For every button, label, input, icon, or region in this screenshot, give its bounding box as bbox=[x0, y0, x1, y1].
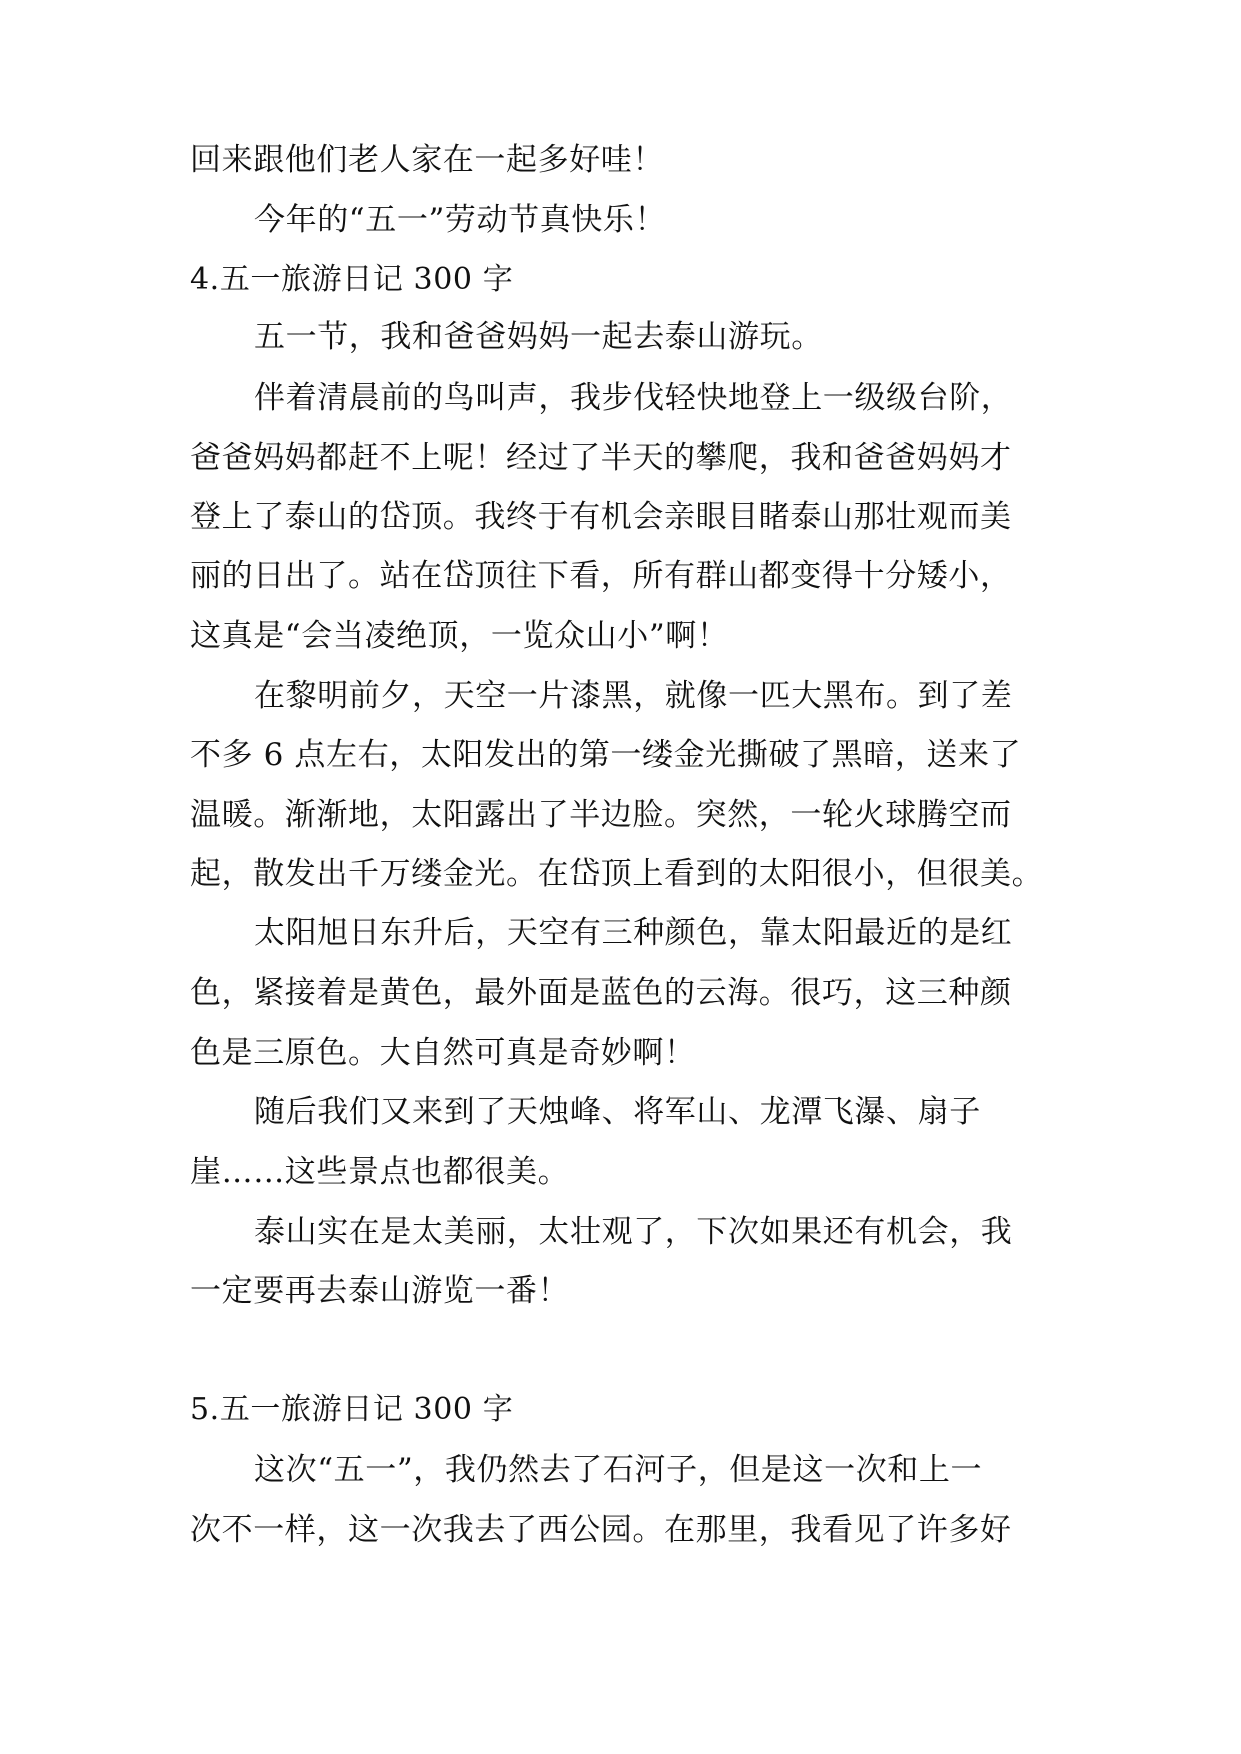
text-line: 爸爸妈妈都赶不上呢！经过了半天的攀爬，我和爸爸妈妈才 bbox=[190, 440, 1012, 476]
text-line: 一定要再去泰山游览一番！ bbox=[190, 1273, 570, 1309]
text-line: 色是三原色。大自然可真是奇妙啊！ bbox=[190, 1035, 696, 1071]
text-line: 崖……这些景点也都很美。 bbox=[190, 1154, 570, 1190]
text-line: 丽的日出了。站在岱顶往下看，所有群山都变得十分矮小， bbox=[190, 558, 1012, 594]
text-line: 次不一样，这一次我去了西公园。在那里，我看见了许多好 bbox=[190, 1512, 1012, 1548]
section-heading: 5.五一旅游日记 300 字 bbox=[190, 1392, 514, 1427]
text-line: 不多 6 点左右，太阳发出的第一缕金光撕破了黑暗，送来了 bbox=[190, 737, 1022, 773]
text-line: 登上了泰山的岱顶。我终于有机会亲眼目睹泰山那壮观而美 bbox=[190, 499, 1012, 535]
text-line: 温暖。渐渐地，太阳露出了半边脸。突然，一轮火球腾空而 bbox=[190, 797, 1012, 833]
text-line: 这真是“会当凌绝顶，一览众山小”啊！ bbox=[190, 618, 729, 654]
text-line: 色，紧接着是黄色，最外面是蓝色的云海。很巧，这三种颜 bbox=[190, 975, 1012, 1011]
text-line: 这次“五一”，我仍然去了石河子，但是这一次和上一 bbox=[254, 1452, 983, 1488]
text-line: 回来跟他们老人家在一起多好哇！ bbox=[190, 142, 664, 178]
text-line: 起，散发出千万缕金光。在岱顶上看到的太阳很小，但很美。 bbox=[190, 856, 1044, 892]
text-line: 伴着清晨前的鸟叫声，我步伐轻快地登上一级级台阶， bbox=[254, 380, 1013, 416]
text-line: 今年的“五一”劳动节真快乐！ bbox=[254, 202, 667, 238]
text-line: 在黎明前夕，天空一片漆黑，就像一匹大黑布。到了差 bbox=[254, 678, 1013, 714]
section-heading: 4.五一旅游日记 300 字 bbox=[190, 262, 514, 297]
text-line: 泰山实在是太美丽，太壮观了，下次如果还有机会，我 bbox=[254, 1214, 1013, 1250]
text-line: 太阳旭日东升后，天空有三种颜色，靠太阳最近的是红 bbox=[254, 915, 1013, 951]
text-line: 随后我们又来到了天烛峰、将军山、龙潭飞瀑、扇子 bbox=[254, 1094, 981, 1130]
text-line: 五一节，我和爸爸妈妈一起去泰山游玩。 bbox=[254, 319, 823, 355]
